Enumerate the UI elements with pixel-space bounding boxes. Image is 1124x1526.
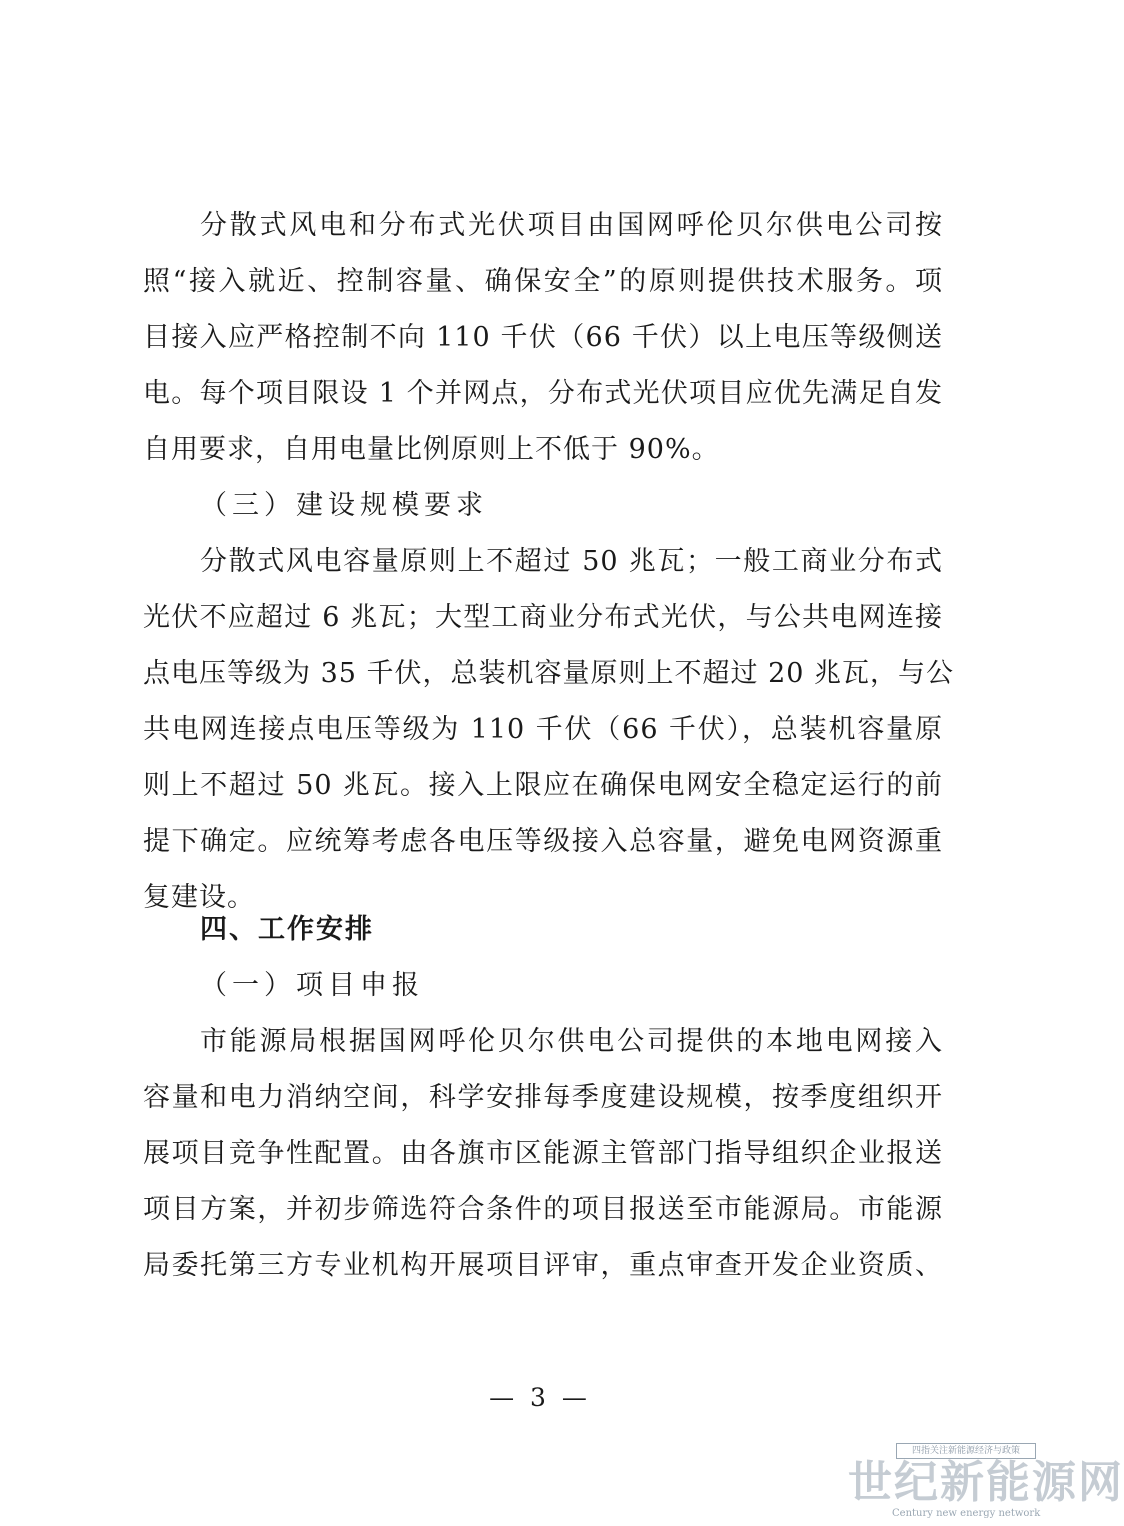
paragraph-2-line-1: 分散式风电容量原则上不超过 50 兆瓦；一般工商业分布式 <box>200 546 943 577</box>
paragraph-3-line-4: 项目方案，并初步筛选符合条件的项目报送至市能源局。市能源 <box>143 1194 943 1225</box>
paragraph-2-line-4: 共电网连接点电压等级为 110 千伏（66 千伏），总装机容量原 <box>143 714 943 745</box>
paragraph-1-line-4: 电。每个项目限设 1 个并网点，分布式光伏项目应优先满足自发 <box>143 378 943 409</box>
paragraph-1-line-2: 照“接入就近、控制容量、确保安全”的原则提供技术服务。项 <box>143 266 943 297</box>
watermark-logo <box>848 1443 1124 1523</box>
paragraph-2-line-5: 则上不超过 50 兆瓦。接入上限应在确保电网安全稳定运行的前 <box>143 770 943 801</box>
paragraph-2-line-2: 光伏不应超过 6 兆瓦；大型工商业分布式光伏，与公共电网连接 <box>143 602 943 633</box>
watermark-subtitle: Century new energy network <box>892 1508 1041 1519</box>
paragraph-2-line-6: 提下确定。应统筹考虑各电压等级接入总容量，避免电网资源重 <box>143 826 943 857</box>
paragraph-3-line-1: 市能源局根据国网呼伦贝尔供电公司提供的本地电网接入 <box>200 1026 943 1057</box>
subsection-heading-4-1: （一）项目申报 <box>200 970 424 1001</box>
section-heading-3: （三）建设规模要求 <box>200 490 488 521</box>
watermark-title: 世纪新能源网 <box>848 1457 1124 1508</box>
paragraph-2-line-7: 复建设。 <box>143 882 255 913</box>
paragraph-2-line-3: 点电压等级为 35 千伏，总装机容量原则上不超过 20 兆瓦，与公 <box>143 658 955 689</box>
watermark-tagline: 四指关注新能源经济与政策 <box>896 1443 1036 1459</box>
page-number: — 3 — <box>489 1383 591 1412</box>
paragraph-1-line-5: 自用要求，自用电量比例原则上不低于 90%。 <box>143 434 720 465</box>
paragraph-3-line-3: 展项目竞争性配置。由各旗市区能源主管部门指导组织企业报送 <box>143 1138 943 1169</box>
paragraph-3-line-5: 局委托第三方专业机构开展项目评审，重点审查开发企业资质、 <box>143 1250 943 1281</box>
paragraph-3-line-2: 容量和电力消纳空间，科学安排每季度建设规模，按季度组织开 <box>143 1082 943 1113</box>
paragraph-1-line-3: 目接入应严格控制不向 110 千伏（66 千伏）以上电压等级侧送 <box>143 322 943 353</box>
paragraph-1-line-1: 分散式风电和分布式光伏项目由国网呼伦贝尔供电公司按 <box>200 210 943 241</box>
section-heading-4: 四、工作安排 <box>200 914 374 945</box>
